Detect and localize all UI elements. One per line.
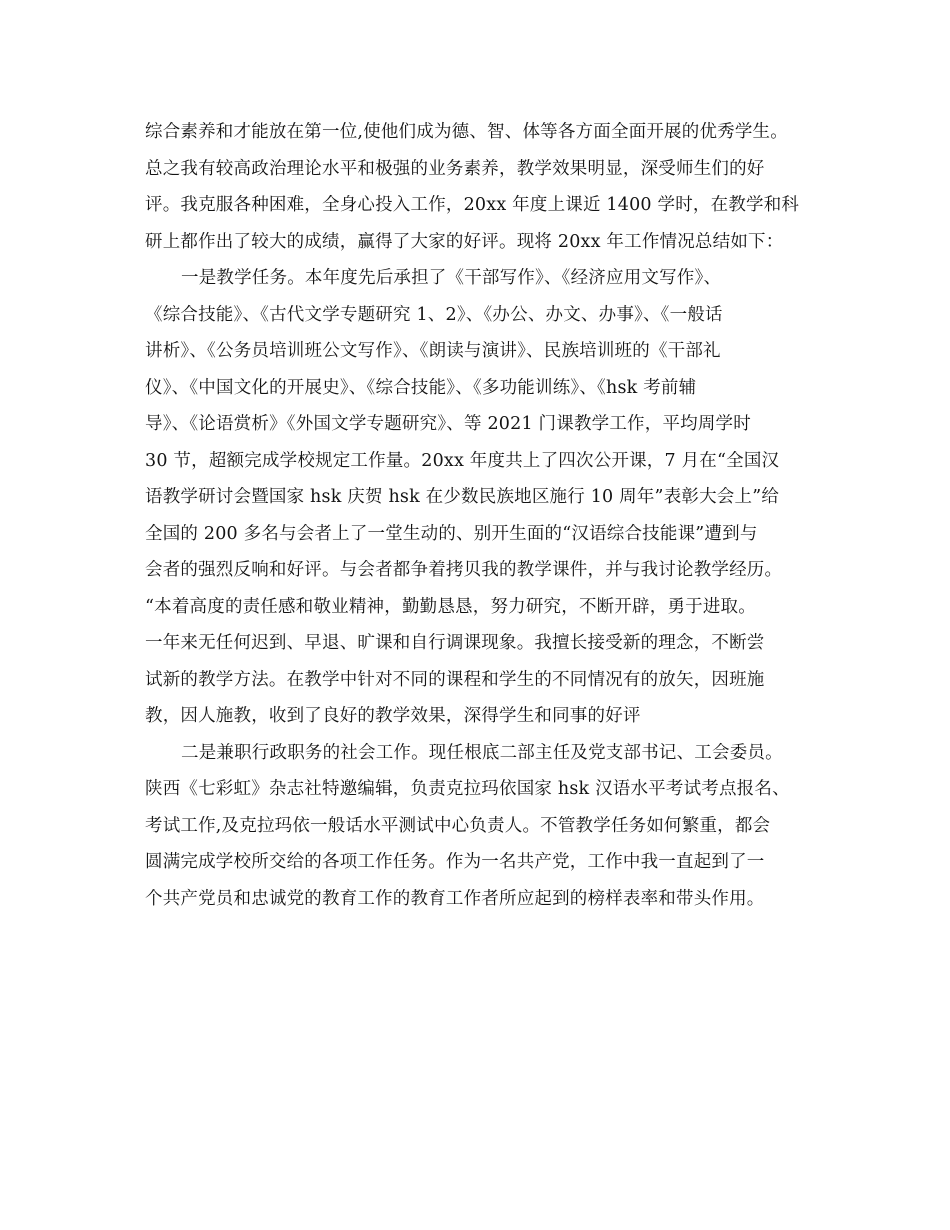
text-line: 综合素养和才能放在第一位,使他们成为德、智、体等各方面全面开展的优秀学生。: [145, 122, 788, 142]
paragraph-start-line: 二是兼职行政职务的社会工作。现任根底二部主任及党支部书记、工会委员。: [181, 742, 783, 763]
paragraph-start-line: 一是教学任务。本年度先后承担了《干部写作》、《经济应用文写作》、: [181, 268, 722, 288]
text-line: 教，因人施教，收到了良好的教学效果，深得学生和同事的好评: [145, 706, 641, 726]
text-line: 全国的 200 多名与会者上了一堂生动的、别开生面的“汉语综合技能课”遭到与: [145, 523, 758, 544]
text-line: 一年来无任何迟到、早退、旷课和自行调课现象。我擅长接受新的理念，不断尝: [145, 633, 765, 653]
text-line: 会者的强烈反响和好评。与会者都争着拷贝我的教学课件，并与我讨论教学经历。: [145, 560, 783, 580]
text-line: 考试工作,及克拉玛依一般话水平测试中心负责人。不管教学任务如何繁重，都会: [145, 815, 771, 836]
text-line: 个共产党员和忠诚党的教育工作的教育工作者所应起到的榜样表率和带头作用。: [145, 888, 765, 909]
text-line: “本着高度的责任感和敬业精神，勤勤恳恳，努力研究，不断开辟，勇于进取。: [145, 596, 756, 617]
text-line: 试新的教学方法。在教学中针对不同的课程和学生的不同情况有的放矢，因班施: [145, 669, 765, 690]
text-line: 《综合技能》、《古代文学专题研究 1、2》、《办公、办文、办事》、《一般话: [145, 304, 723, 325]
text-line: 仪》、《中国文化的开展史》、《综合技能》、《多功能训练》、《hsk 考前辅: [145, 377, 697, 398]
text-line: 语教学研讨会暨国家 hsk 庆贺 hsk 在少数民族地区施行 10 周年”表彰大会上”给: [145, 487, 780, 507]
text-line: 30 节，超额完成学校规定工作量。20xx 年度共上了四次公开课，7 月在“全国汉: [145, 450, 780, 471]
text-line: 导》、《论语赏析》《外国文学专题研究》、等 2021 门课教学工作，平均周学时: [145, 414, 751, 434]
text-line: 讲析》、《公务员培训班公文写作》、《朗读与演讲》、民族培训班的《干部礼: [145, 341, 721, 361]
text-line: 总之我有较高政治理论水平和极强的业务素养，教学效果明显，深受师生们的好: [145, 158, 765, 179]
text-line: 研上都作出了较大的成绩，赢得了大家的好评。现将 20xx 年工作情况总结如下：: [145, 231, 784, 252]
document-body: [145, 114, 835, 917]
text-line: 评。我克服各种困难，全身心投入工作，20xx 年度上课近 1400 学时，在教学和科: [145, 195, 800, 215]
text-line: 圆满完成学校所交给的各项工作任务。作为一名共产党，工作中我一直起到了一: [145, 852, 765, 872]
text-line: 陕西《七彩虹》杂志社特邀编辑，负责克拉玛依国家 hsk 汉语水平考试考点报名、: [145, 779, 790, 799]
